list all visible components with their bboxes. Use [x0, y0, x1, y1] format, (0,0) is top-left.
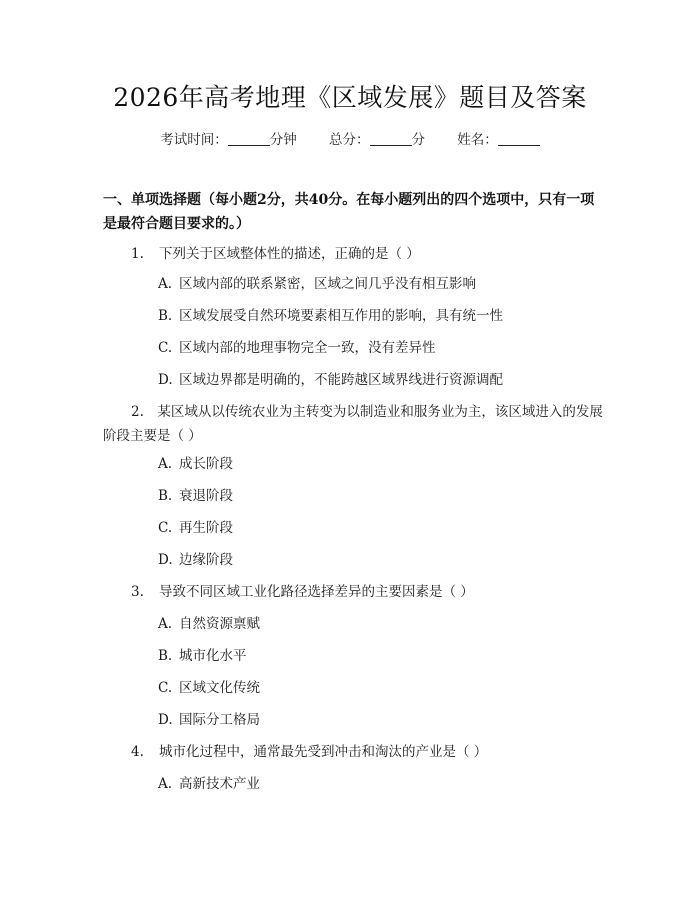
option-text: 区域文化传统: [179, 680, 260, 696]
option-letter: D.: [158, 372, 173, 388]
name-label: 姓名：: [457, 132, 498, 148]
score-unit: 分: [411, 132, 425, 148]
question-3-option-c: [158, 676, 608, 700]
option-letter: A.: [158, 456, 173, 472]
question-4: [131, 740, 611, 764]
time-blank: [228, 131, 270, 146]
question-3: [131, 580, 611, 604]
question-text: 某区域从以传统农业为主转变为以制造业和服务业为主，该区域进入的发展阶段主要是（ ）: [103, 404, 603, 444]
option-text: 区域边界都是明确的，不能跨越区域界线进行资源调配: [179, 372, 503, 388]
section-heading: 一、单项选择题（每小题2分，共40分。在每小题列出的四个选项中，只有一项是最符合题目要求的。）: [103, 192, 595, 232]
option-text: 城市化水平: [179, 648, 247, 664]
name-blank: [498, 131, 540, 146]
option-text: 衰退阶段: [179, 488, 233, 504]
option-letter: A.: [158, 276, 173, 292]
option-letter: D.: [158, 712, 173, 728]
option-text: 国际分工格局: [179, 712, 260, 728]
question-2-option-c: [158, 516, 608, 540]
exam-time-field: [160, 128, 297, 152]
question-2-option-d: [158, 548, 608, 572]
option-text: 成长阶段: [179, 456, 233, 472]
question-4-option-a: [158, 772, 608, 796]
page-title: 2026年高考地理《区域发展》题目及答案: [113, 83, 587, 112]
question-number: 4.: [131, 744, 144, 760]
total-score-field: [329, 128, 425, 152]
question-1-option-a: [158, 272, 608, 296]
name-field: [457, 128, 540, 152]
option-letter: B.: [158, 648, 173, 664]
question-number: 3.: [131, 584, 144, 600]
question-text: 导致不同区域工业化路径选择差异的主要因素是（ ）: [159, 584, 474, 600]
option-letter: B.: [158, 488, 173, 504]
question-1-option-d: [158, 368, 608, 392]
question-3-option-b: [158, 644, 608, 668]
option-letter: B.: [158, 308, 173, 324]
option-letter: A.: [158, 776, 173, 792]
question-number: 2.: [131, 404, 144, 420]
question-1-option-c: [158, 336, 608, 360]
question-1: [131, 242, 611, 266]
question-text: 下列关于区域整体性的描述，正确的是（ ）: [159, 246, 420, 262]
question-1-option-b: [158, 304, 608, 328]
option-text: 区域内部的联系紧密，区域之间几乎没有相互影响: [179, 276, 476, 292]
option-text: 再生阶段: [179, 520, 233, 536]
score-label: 总分：: [329, 132, 370, 148]
option-text: 高新技术产业: [179, 776, 260, 792]
question-2-option-a: [158, 452, 608, 476]
time-label: 考试时间：: [160, 132, 228, 148]
option-text: 边缘阶段: [179, 552, 233, 568]
time-unit: 分钟: [269, 132, 297, 148]
option-text: 区域发展受自然环境要素相互作用的影响，具有统一性: [179, 308, 503, 324]
question-2: [103, 400, 608, 448]
score-blank: [370, 131, 412, 146]
option-letter: C.: [158, 520, 173, 536]
option-letter: C.: [158, 680, 173, 696]
option-letter: D.: [158, 552, 173, 568]
option-letter: A.: [158, 616, 173, 632]
option-letter: C.: [158, 340, 173, 356]
option-text: 区域内部的地理事物完全一致，没有差异性: [179, 340, 436, 356]
question-3-option-d: [158, 708, 608, 732]
question-3-option-a: [158, 612, 608, 636]
option-text: 自然资源禀赋: [179, 616, 260, 632]
question-text: 城市化过程中，通常最先受到冲击和淘汰的产业是（ ）: [159, 744, 488, 760]
exam-meta: [0, 128, 700, 152]
question-number: 1.: [131, 246, 144, 262]
question-2-option-b: [158, 484, 608, 508]
